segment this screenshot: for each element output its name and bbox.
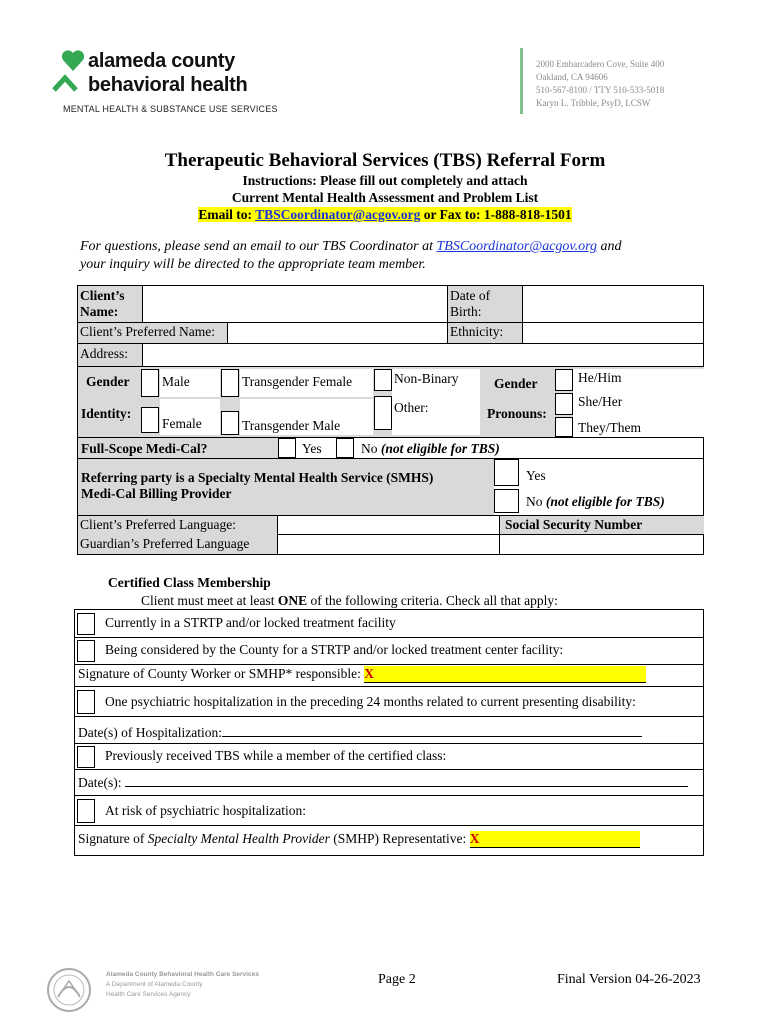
ethnicity-field[interactable] — [523, 323, 704, 343]
row-divider — [75, 769, 703, 770]
header-divider — [520, 48, 523, 114]
row-divider — [75, 716, 703, 717]
sub-suffix: of the following criteria. Check all that apply: — [307, 593, 558, 608]
smhs-line-2: Medi-Cal Billing Provider — [81, 486, 232, 501]
criteria-5-label: At risk of psychiatric hospitalization: — [105, 803, 306, 818]
smhp-signature-italic: Specialty Mental Health Provider — [147, 831, 330, 846]
certified-criteria-box — [74, 609, 704, 856]
preferred-name-field[interactable] — [228, 323, 448, 343]
medical-yes-checkbox[interactable] — [278, 438, 296, 458]
ssn-field[interactable] — [500, 535, 704, 554]
guardian-language-field[interactable] — [278, 535, 500, 554]
male-checkbox[interactable] — [141, 369, 159, 397]
client-language-field[interactable] — [278, 516, 500, 535]
logo-line-1: alameda county — [88, 50, 235, 72]
coordinator-email-link[interactable]: TBSCoordinator@acgov.org — [255, 207, 421, 222]
logo — [50, 48, 278, 118]
dob-field[interactable] — [523, 286, 704, 322]
criteria-4-label: Previously received TBS while a member of the certified class: — [105, 748, 447, 763]
agency-line-1: Alameda County Behavioral Health Care Services — [106, 971, 259, 978]
instructions-line-1: Instructions: Please fill out completely and attach — [242, 173, 528, 188]
client-name-label — [80, 288, 125, 320]
dob-label — [450, 288, 490, 320]
not-eligible-text: (not eligible for TBS) — [380, 441, 500, 456]
client-language-label: Client’s Preferred Language: — [80, 517, 236, 532]
version-text: Final Version 04-26-2023 — [557, 972, 701, 987]
logo-subtitle: MENTAL HEALTH & SUBSTANCE USE SERVICES — [63, 104, 278, 114]
client-name-field[interactable] — [143, 286, 448, 322]
smhs-line-1: Referring party is a Specialty Mental Health Service (SMHS) — [81, 470, 434, 485]
email-prefix: Email to: — [198, 207, 256, 222]
hospitalization-dates-label: Date(s) of Hospitalization: — [78, 725, 222, 740]
county-signature-line — [78, 666, 646, 683]
smhp-signature-suffix: (SMHP) Representative: — [329, 831, 470, 846]
guardian-language-label: Guardian’s Preferred Language — [80, 536, 250, 551]
smhs-no-label — [526, 494, 665, 510]
fax-text: or Fax to: 1-888-818-1501 — [420, 207, 572, 222]
previous-tbs-dates-line — [78, 773, 688, 791]
address-field[interactable] — [143, 344, 704, 366]
hospitalization-24mo-checkbox[interactable] — [77, 690, 95, 714]
male-label: Male — [162, 374, 190, 389]
questions-suffix: and — [597, 239, 622, 254]
smhp-signature-line — [78, 831, 640, 848]
they-them-checkbox[interactable] — [555, 417, 573, 437]
gender-identity-label-2: Identity: — [81, 406, 132, 421]
agency-line-3: Health Care Services Agency — [106, 991, 191, 998]
no-text: No — [361, 441, 381, 456]
address-label: Address: — [80, 346, 128, 361]
ethnicity-label: Ethnicity: — [450, 324, 504, 339]
gender-identity-label: Gender — [86, 374, 130, 389]
address-block — [536, 58, 664, 110]
county-signature-label: Signature of County Worker or SMHP* responsible: — [78, 666, 365, 681]
smhs-yes-label: Yes — [526, 468, 546, 483]
medical-label: Full-Scope Medi-Cal? — [81, 441, 208, 456]
address-line: 510-567-8100 / TTY 510-533-5018 — [536, 85, 665, 95]
sub-bold: ONE — [277, 593, 308, 608]
she-her-label: She/Her — [578, 394, 623, 409]
smhs-no-checkbox[interactable] — [494, 489, 519, 513]
smhs-label — [81, 470, 433, 502]
row-divider — [75, 686, 703, 687]
criteria-1-label: Currently in a STRTP and/or locked treatment facility — [105, 615, 396, 630]
signature-x-mark: X — [469, 831, 480, 846]
non-binary-checkbox[interactable] — [374, 369, 392, 391]
county-signature-field[interactable] — [364, 666, 646, 683]
county-seal-icon — [44, 967, 94, 1013]
strtp-considered-checkbox[interactable] — [77, 640, 95, 662]
instructions-line-2: Current Mental Health Assessment and Problem List — [231, 190, 539, 205]
risk-hospitalization-checkbox[interactable] — [77, 799, 95, 823]
address-line: 2000 Embarcadero Cove, Suite 400 — [536, 59, 665, 69]
email-fax-line — [0, 206, 770, 224]
row-divider — [75, 825, 703, 826]
strtp-current-checkbox[interactable] — [77, 613, 95, 635]
transgender-female-label: Transgender Female — [242, 374, 353, 389]
client-info-form — [77, 285, 704, 555]
row-divider — [75, 795, 703, 796]
row-divider — [75, 637, 703, 638]
criteria-3-label: One psychiatric hospitalization in the preceding 24 months related to current presenting disability: — [105, 694, 636, 709]
they-them-label: They/Them — [578, 420, 641, 435]
criteria-2-label: Being considered by the County for a STRTP and/or locked treatment center facility: — [105, 642, 564, 657]
previous-tbs-checkbox[interactable] — [77, 746, 95, 768]
she-her-checkbox[interactable] — [555, 393, 573, 415]
transgender-male-label: Transgender Male — [242, 418, 341, 433]
certified-subheading — [141, 593, 558, 609]
other-gender-label: Other: — [394, 400, 429, 415]
certified-heading: Certified Class Membership — [108, 575, 271, 590]
questions-prefix: For questions, please send an email to our TBS Coordinator at — [80, 239, 437, 254]
non-binary-label: Non-Binary — [394, 371, 459, 386]
pronouns-label-2: Pronouns: — [487, 406, 547, 421]
medical-yes-label: Yes — [302, 441, 322, 456]
preferred-name-label: Client’s Preferred Name: — [80, 324, 215, 339]
label-text: Date of — [450, 288, 491, 303]
label-text: Client’s — [80, 288, 125, 303]
questions-line-2: your inquiry will be directed to the appropriate team member. — [80, 257, 426, 272]
row-divider — [75, 743, 703, 744]
page-number: Page 2 — [378, 972, 416, 987]
ssn-label: Social Security Number — [505, 517, 643, 532]
hospitalization-dates-line — [78, 723, 642, 741]
agency-line-2: A Department of Alameda County — [106, 981, 203, 988]
smhp-signature-field[interactable] — [470, 831, 640, 848]
female-checkbox[interactable] — [141, 407, 159, 433]
female-label: Female — [162, 416, 202, 431]
label-text: Name: — [80, 304, 119, 319]
previous-tbs-dates-field[interactable] — [125, 773, 688, 787]
signature-x-mark: X — [364, 666, 375, 681]
transgender-female-checkbox[interactable] — [221, 369, 239, 397]
he-him-checkbox[interactable] — [555, 369, 573, 391]
address-line: Karyn L. Tribble, PsyD, LCSW — [536, 98, 651, 108]
he-him-label: He/Him — [578, 370, 622, 385]
hospitalization-dates-field[interactable] — [222, 723, 642, 737]
transgender-male-checkbox[interactable] — [221, 411, 239, 435]
pronouns-label: Gender — [494, 376, 538, 391]
smhs-yes-checkbox[interactable] — [494, 459, 519, 486]
page-title: Therapeutic Behavioral Services (TBS) Referral Form — [164, 150, 606, 171]
questions-text — [80, 238, 700, 274]
medical-no-label — [361, 441, 500, 457]
not-eligible-text: (not eligible for TBS) — [545, 494, 665, 509]
sub-prefix: Client must meet at least — [141, 593, 278, 608]
heart-icon — [61, 50, 85, 72]
label-text: Birth: — [450, 304, 482, 319]
agency-block — [106, 970, 259, 1000]
other-gender-checkbox[interactable] — [374, 396, 392, 430]
logo-line-2: behavioral health — [88, 74, 248, 96]
questions-email-link[interactable]: TBSCoordinator@acgov.org — [436, 239, 598, 254]
smhp-signature-prefix: Signature of — [78, 831, 148, 846]
row-divider — [75, 664, 703, 665]
no-text: No — [526, 494, 546, 509]
chevron-up-icon — [52, 72, 78, 92]
address-line: Oakland, CA 94606 — [536, 72, 608, 82]
medical-no-checkbox[interactable] — [336, 438, 354, 458]
previous-tbs-dates-label: Date(s): — [78, 775, 125, 790]
